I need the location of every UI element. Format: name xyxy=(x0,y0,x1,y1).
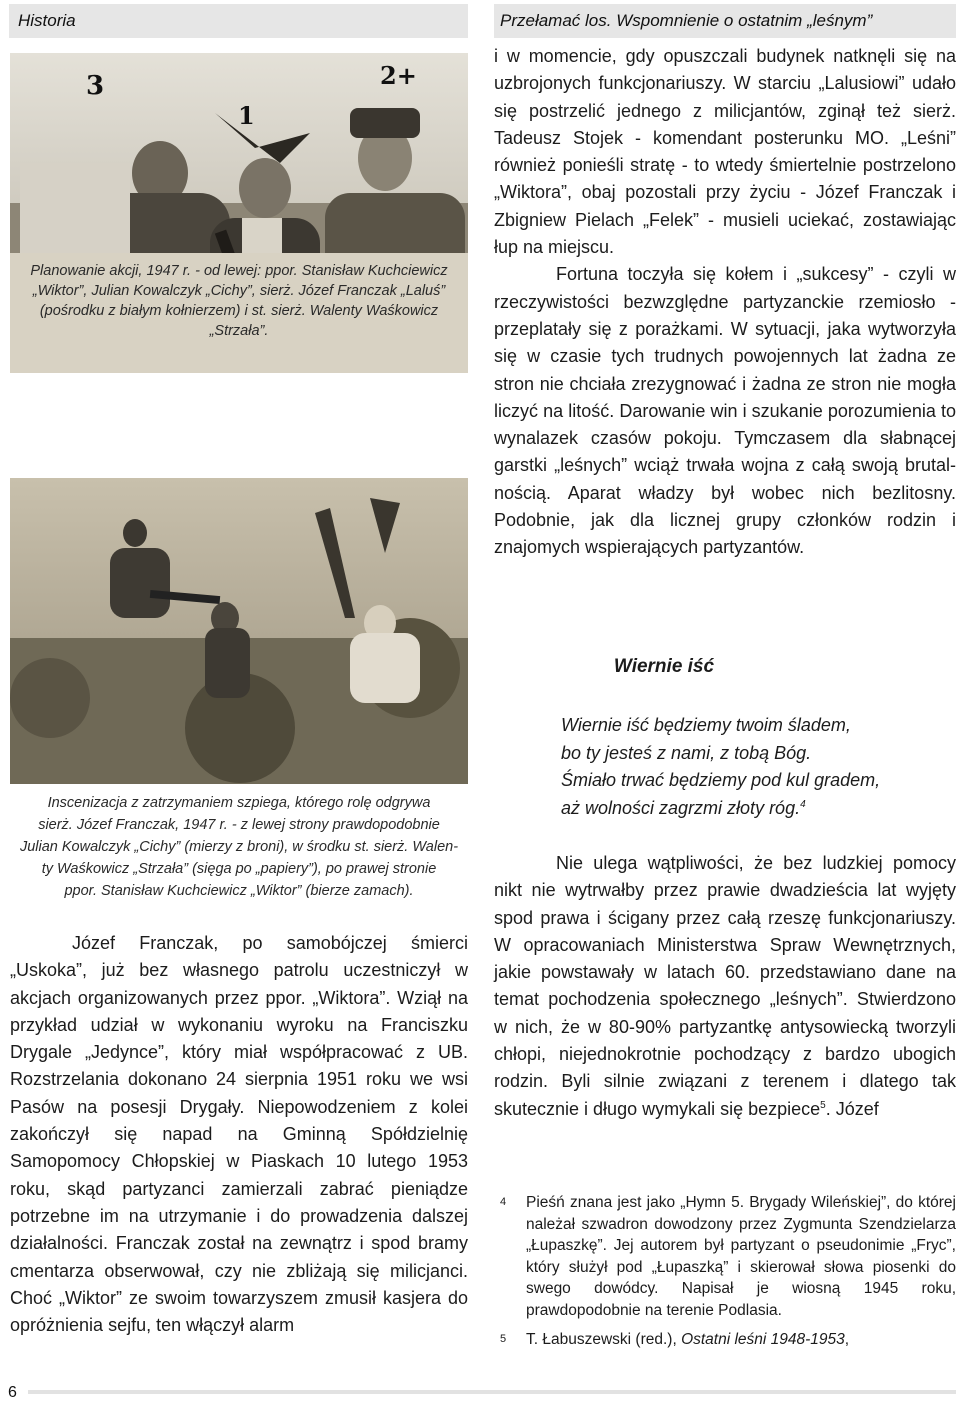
right-column-body xyxy=(494,43,956,562)
photo-spy-caption xyxy=(10,792,468,902)
poem-line-text: aż wolności zagrzmi złoty róg. xyxy=(561,797,801,818)
photo-mark-1: 1 xyxy=(238,101,255,130)
bottom-rule xyxy=(28,1390,956,1394)
photo-spy-image xyxy=(10,478,468,784)
page-number: 6 xyxy=(8,1384,17,1401)
caption-line: ppor. Stanisław Kuchciewicz „Wiktor” (bierze zamach). xyxy=(64,883,414,899)
footnote-5 xyxy=(494,1329,956,1351)
poem-line: bo ty jesteś z nami, z tobą Bóg. xyxy=(561,742,812,763)
photo-planning-action xyxy=(10,53,468,373)
paragraph: Józef Franczak, po samobójczej śmierci „Uskoka”, już bez własnego patrolu uczestniczył w akcjach organizowanych przez ppor. „Wiktora”. Wziął na przykład udział w wykonaniu wyroku na Franciszku Drygale „Jedynce”, który miał współpracować z UB. Rozstrzelania dokonano 24 sierpnia 1951 roku we wsi Pasów na posesji Drygały. Niepowodzeniem z kolei zakończył się napad na Gminną Spółdzielnię Samopomocy Chłopskiej w Piaskach 10 lutego 1953 roku, skąd partyzanci zamierzali zabrać pieniądze potrzebne im na utrzymanie i do prowadzenia dalszej działalności. Franczak został na zewnątrz i spod bramy cmentarza obserwował, czy nie zbliżają się milicjanci. Choć „Wiktor” ze swoim towarzyszem zmusił kasjera do opróżnienia sejfu, ten włączył alarm xyxy=(10,933,468,1336)
poem-title: Wiernie iść xyxy=(613,656,715,677)
footnote-text: Pieśń znana jest jako „Hymn 5. Brygady Wileńskiej”, do której należał szwadron dowodzony przez Zygmunta Szendzielarza „Łupaszkę”. Jej autorem był partyzant o pseudonimie „Fryc”, który służył pod „Łupaszką” i skierował słowa piosenki do swego dowódcy. Napisał je wiosną 1945 roku, prawdopodobnie na terenie Podlasia. xyxy=(526,1194,956,1319)
poem-line xyxy=(561,795,951,823)
caption-line: (pośrodku z białym kołnierzem) i st. sierż. Walenty Waśkowicz „Strzała”. xyxy=(39,303,439,339)
paragraph: Fortuna toczyła się kołem i „sukcesy” - czyli w rzeczywistości bezwzględne partyzanckie rzemiosło - przeplatały się z porażkami. W sytuacji, jaka wytworzyła się w czasie tych trudnych powojennych lat żadna ze stron nie chciała zrezygnować i żadna ze stron nie mogła liczyć na litość. Darowanie win i szukanie porozumienia to wynalazek czasów pokoju. Tymczasem dla słabnącej garstki „leśnych” wciąż trwała wojna z całą swoją brutalnością. Aparat władzy był wobec nich bezlitosny. Podobnie, jak dla licznej grupy członków rodzin i znajomych wspierających partyzantów. xyxy=(494,264,956,558)
caption-line: Inscenizacja z zatrzymaniem szpiega, którego rolę odgrywa xyxy=(47,795,431,811)
left-column-body xyxy=(10,930,468,1339)
paragraph-text: Nie ulega wątpliwości, że bez ludzkiej pomocy nikt nie wytrwałby przez prawie dwadzieścia lat wyjęty spod prawa i ścigany przez całą rzeszę funkcjonariuszy. W opracowaniach Ministerstwa Spraw Wewnętrznych, jakie powstawały w latach 60. przedstawiano dane na temat pochodzenia społecznego „leśnych”. Stwierdzono w nich, że w 80-90% partyzantkę antysowiecką tworzyli chłopi, niejednokrotnie pochodzący z bardzo ubogich rodzin. Byli silnie związani z terenem i dlatego tak skutecznie i długo wymykali się bezpiece xyxy=(494,853,956,1119)
paragraph-tail: . Józef xyxy=(825,1098,879,1119)
section-title: Historia xyxy=(18,11,76,30)
section-header xyxy=(9,4,468,38)
poem-line: Śmiało trwać będziemy pod kul gradem, xyxy=(561,770,881,790)
paragraph xyxy=(494,850,956,1123)
footnote-number: 5 xyxy=(500,1333,507,1345)
caption-line: sierż. Józef Franczak, 1947 r. - z lewej strony prawdopodobnie xyxy=(38,817,440,833)
footnote-text-tail: , xyxy=(844,1331,850,1348)
photo-spy-staging xyxy=(10,478,468,784)
footnote-4 xyxy=(494,1192,956,1321)
poem-line: Wiernie iść będziemy twoim śladem, xyxy=(561,715,851,735)
caption-line: Julian Kowalczyk „Cichy” (mierzy z broni), w środku st. sierż. Walen- xyxy=(19,839,459,855)
footnote-book-title: Ostatni leśni 1948-1953 xyxy=(681,1331,845,1348)
caption-line: „Wiktor”, Julian Kowalczyk „Cichy”, sierż. Józef Franczak „Laluś” xyxy=(32,283,446,299)
footnote-ref: 4 xyxy=(800,798,806,810)
article-header xyxy=(494,4,956,38)
footnote-ref: 5 xyxy=(820,1099,826,1111)
footnote-text: T. Łabuszewski (red.), xyxy=(526,1331,682,1348)
right-column-body-lower xyxy=(494,850,956,1123)
poem xyxy=(561,712,951,822)
paragraph: i w momencie, gdy opuszczali budynek natknęli się na uzbrojonych funkcjonariuszy. W starciu „Lalusiowi” udało się postrzelić jednego z milicjantów, zginął też sierż. Tadeusz Stojek - komendant posterunku MO. „Leśni” również ponieśli stratę - to wtedy śmiertelnie postrzelono „Wiktora”, obaj pozostali przy życiu - Józef Franczak i Zbigniew Pielach „Felek” - musieli uciekać, zostawiając łup na miejscu. xyxy=(494,46,956,258)
article-running-title: Przełamać los. Wspomnienie o ostatnim „leśnym” xyxy=(500,11,873,30)
footnotes xyxy=(494,1192,956,1351)
photo-mark-2plus: 2+ xyxy=(380,61,417,90)
footnote-number: 4 xyxy=(500,1196,507,1208)
caption-line: Planowanie akcji, 1947 r. - od lewej: ppor. Stanisław Kuchciewicz xyxy=(30,263,448,279)
photo-mark-3: 3 xyxy=(86,71,105,101)
caption-line: ty Waśkowicz „Strzała” (sięga po „papiery”), po prawej stronie xyxy=(41,861,437,877)
photo-planning-caption xyxy=(10,253,468,373)
